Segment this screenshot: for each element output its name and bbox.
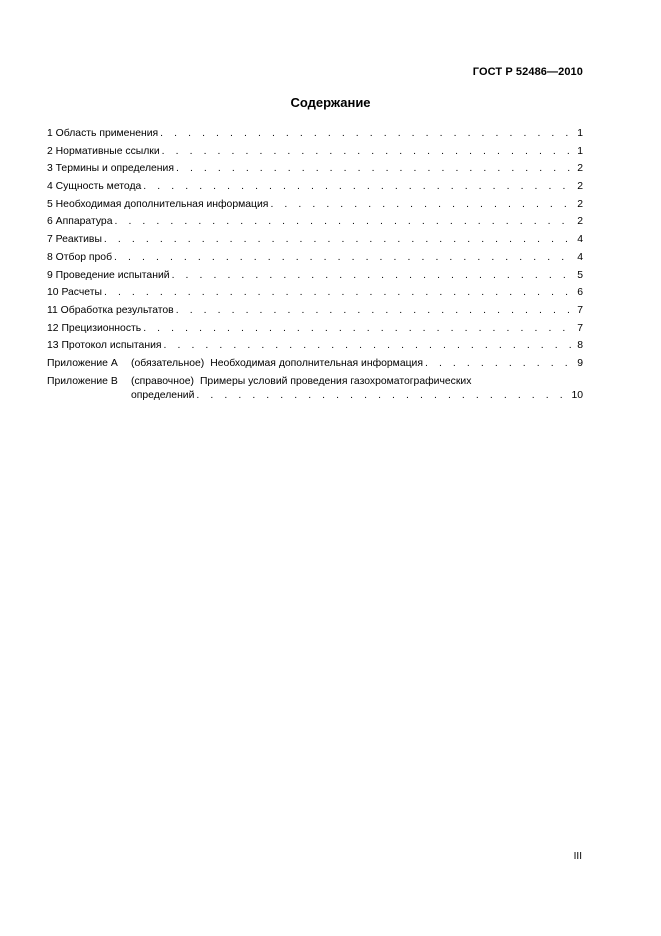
toc-item-1[interactable] bbox=[47, 127, 583, 145]
leader-dots bbox=[114, 251, 576, 265]
standard-code: ГОСТ Р 52486—2010 bbox=[472, 66, 583, 78]
annex-title: Необходимая дополнительная информация bbox=[210, 357, 423, 369]
toc-item-page: 2 bbox=[577, 198, 583, 210]
leader-dots bbox=[176, 162, 576, 176]
toc-item-5[interactable] bbox=[47, 198, 583, 216]
toc-item-page: 5 bbox=[577, 269, 583, 281]
toc-item-page: 1 bbox=[577, 145, 583, 157]
toc-item-label: 11 Обработка результатов bbox=[47, 304, 174, 316]
toc-item-7[interactable] bbox=[47, 233, 583, 251]
toc-item-11[interactable] bbox=[47, 304, 583, 322]
toc-item-page: 2 bbox=[577, 216, 583, 228]
leader-dots bbox=[114, 215, 576, 229]
toc-item-12[interactable] bbox=[47, 322, 583, 340]
toc-item-page: 1 bbox=[577, 128, 583, 139]
annex-type: (справочное) bbox=[131, 375, 194, 387]
toc-item-label: 3 Термины и определения bbox=[47, 163, 174, 175]
leader-dots bbox=[143, 180, 576, 194]
toc-item-page: 7 bbox=[577, 304, 583, 316]
leader-dots bbox=[425, 357, 576, 371]
leader-dots bbox=[143, 322, 576, 336]
toc-item-page: 4 bbox=[577, 251, 583, 263]
leader-dots bbox=[176, 304, 577, 318]
table-of-contents bbox=[47, 127, 583, 403]
leader-dots bbox=[104, 233, 576, 247]
annex-type: (обязательное) bbox=[131, 357, 205, 369]
leader-dots bbox=[162, 145, 577, 159]
toc-item-label: 5 Необходимая дополнительная информация bbox=[47, 198, 269, 210]
leader-dots bbox=[270, 198, 576, 212]
toc-item-label: 2 Нормативные ссылки bbox=[47, 145, 160, 157]
leader-dots bbox=[164, 339, 577, 353]
page-title: Содержание bbox=[290, 95, 371, 110]
toc-annex-b[interactable] bbox=[47, 375, 583, 403]
toc-item-page: 6 bbox=[577, 287, 583, 299]
toc-annex-a[interactable] bbox=[47, 357, 583, 375]
toc-item-label: 1 Область применения bbox=[47, 128, 159, 139]
toc-item-label: 4 Сущность метода bbox=[47, 181, 142, 193]
toc-item-page: 7 bbox=[577, 322, 583, 334]
leader-dots bbox=[104, 286, 576, 300]
toc-item-10[interactable] bbox=[47, 286, 583, 304]
toc-item-label: 12 Прецизионность bbox=[47, 322, 142, 334]
toc-item-label: 13 Протокол испытания bbox=[47, 340, 162, 352]
annex-title-line-2: определений bbox=[131, 389, 195, 401]
toc-item-page: 2 bbox=[577, 163, 583, 175]
toc-item-label: 9 Проведение испытаний bbox=[47, 269, 170, 281]
leader-dots bbox=[196, 389, 570, 403]
annex-key: Приложение В bbox=[47, 375, 118, 387]
toc-item-2[interactable] bbox=[47, 145, 583, 163]
leader-dots bbox=[172, 269, 577, 283]
annex-title-line-1: Примеры условий проведения газохроматографических bbox=[199, 375, 472, 387]
toc-item-label: 8 Отбор проб bbox=[47, 251, 113, 263]
toc-item-4[interactable] bbox=[47, 180, 583, 198]
toc-item-label: 6 Аппаратура bbox=[47, 216, 113, 228]
toc-item-label: 10 Расчеты bbox=[47, 287, 102, 299]
toc-item-6[interactable] bbox=[47, 215, 583, 233]
page-number: III bbox=[573, 851, 582, 862]
toc-item-page: 8 bbox=[577, 340, 583, 352]
toc-item-8[interactable] bbox=[47, 251, 583, 269]
leader-dots bbox=[160, 127, 576, 141]
annex-key: Приложение А bbox=[47, 357, 118, 369]
toc-item-page: 4 bbox=[577, 234, 583, 246]
toc-item-page: 2 bbox=[577, 181, 583, 193]
toc-item-9[interactable] bbox=[47, 269, 583, 287]
annex-page: 9 bbox=[577, 357, 583, 369]
annex-page: 10 bbox=[571, 389, 583, 401]
toc-item-3[interactable] bbox=[47, 162, 583, 180]
toc-item-13[interactable] bbox=[47, 339, 583, 357]
toc-item-label: 7 Реактивы bbox=[47, 234, 102, 246]
